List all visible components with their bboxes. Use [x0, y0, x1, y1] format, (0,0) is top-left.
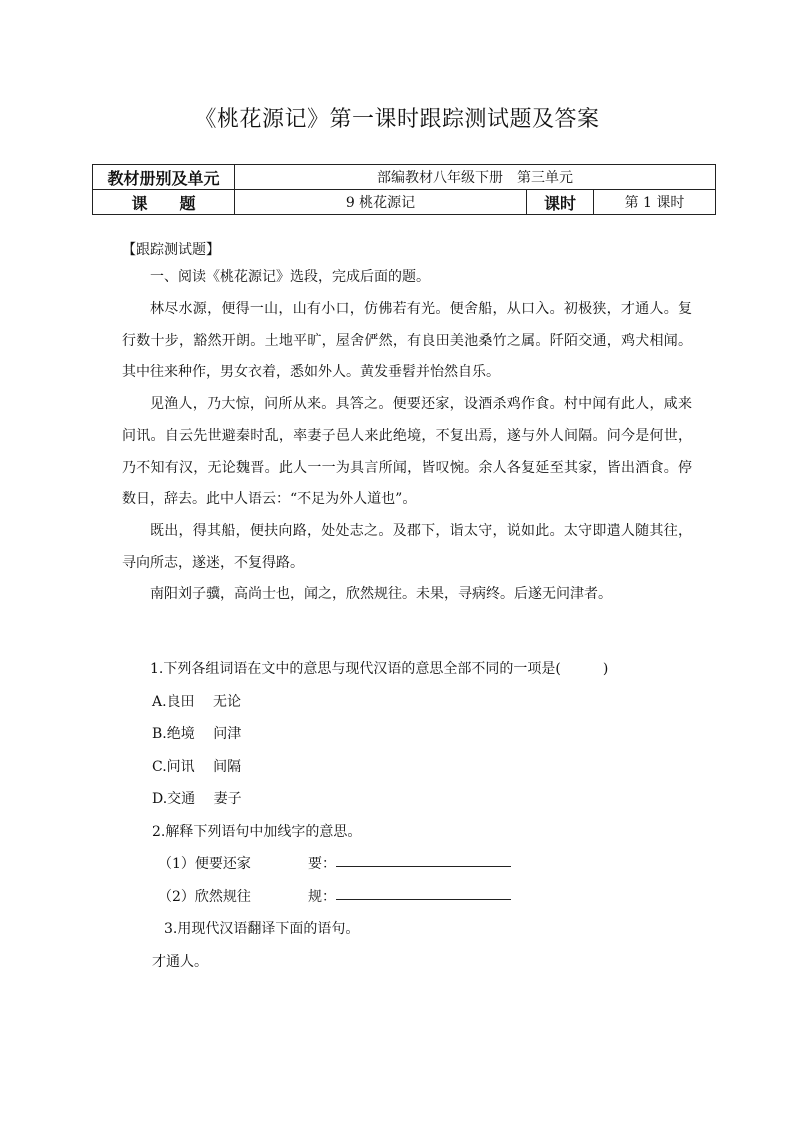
period-value: 第 1 课时	[594, 190, 716, 215]
info-table	[92, 164, 716, 215]
answer-blank[interactable]	[336, 848, 511, 867]
lesson-value: 9 桃花源记	[235, 190, 527, 215]
q2-item-2	[122, 881, 692, 914]
passage-paragraph: 既出，得其船，便扶向路，处处志之。及郡下，诣太守，说如此。太守即遣人随其往，寻向所志，遂迷，不复得路。	[122, 522, 692, 571]
answer-blank[interactable]	[336, 881, 511, 900]
table-row	[93, 165, 716, 190]
option-b: B.绝境 问津	[152, 726, 242, 743]
unit-label: 教材册别及单元	[93, 165, 235, 190]
question-1-stem: 1.下列各组词语在文中的意思与现代汉语的意思全部不同的一项是( )	[150, 661, 609, 678]
q2-phrase: （2）欣然规往	[158, 888, 251, 905]
section-heading: 【跟踪测试题】	[122, 242, 220, 258]
question-3-sentence: 才通人。	[152, 953, 208, 970]
page-title: 《桃花源记》第一课时跟踪测试题及答案	[194, 107, 600, 132]
lesson-label: 课 题	[93, 190, 235, 215]
option-d: D.交通 妻子	[152, 791, 242, 808]
period-label: 课时	[527, 190, 594, 215]
passage-paragraph: 见渔人，乃大惊，问所从来。具答之。便要还家，设酒杀鸡作食。村中闻有此人，咸来问讯。自云先世避秦时乱，率妻子邑人来此绝境，不复出焉，遂与外人间隔。问今是何世，乃不知有汉，无论魏晋。此人一一为具言所闻，皆叹惋。余人各复延至其家，皆出酒食。停数日，辞去。此中人语云：“不足为外人道也”。	[122, 396, 692, 508]
q2-item-1	[122, 848, 692, 881]
document-body	[122, 239, 692, 978]
q2-phrase: （1）便要还家	[158, 856, 251, 873]
question-2-stem: 2.解释下列语句中加线字的意思。	[152, 823, 362, 840]
question-3-stem: 3.用现代汉语翻译下面的语句。	[164, 921, 360, 938]
table-row	[93, 190, 716, 215]
passage-paragraph: 林尽水源，便得一山，山有小口，仿佛若有光。便舍船，从口入。初极狭，才通人。复行数十步，豁然开朗。土地平旷，屋舍俨然，有良田美池桑竹之属。阡陌交通，鸡犬相闻。其中往来种作，男女衣着，悉如外人。黄发垂髫并怡然自乐。	[122, 301, 692, 381]
passage-paragraph: 南阳刘子骥，高尚士也，闻之，欣然规往。未果，寻病终。后遂无问津者。	[150, 586, 612, 603]
part1-heading: 一、阅读《桃花源记》选段，完成后面的题。	[150, 269, 430, 285]
q2-char: 规：	[308, 888, 336, 905]
option-a: A.良田 无论	[152, 693, 242, 710]
option-c: C.问讯 间隔	[152, 758, 242, 775]
unit-value: 部编教材八年级下册 第三单元	[235, 165, 716, 190]
q2-char: 要：	[308, 856, 336, 873]
